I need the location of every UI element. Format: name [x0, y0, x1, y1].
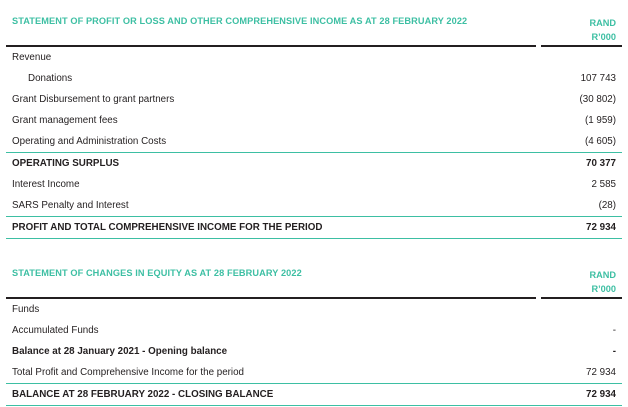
currency-heading	[556, 268, 616, 296]
row-value: 107 743	[580, 73, 616, 84]
statement-header	[6, 10, 622, 47]
row-value: (30 802)	[579, 94, 616, 105]
row-label: Grant management fees	[12, 115, 118, 126]
currency-label: RAND	[589, 18, 616, 28]
subtotal-row	[6, 153, 622, 174]
row-value: -	[612, 325, 616, 336]
row-value: 70 377	[586, 158, 616, 169]
total-row	[6, 217, 622, 239]
row-value: (4 605)	[584, 136, 616, 147]
statement-header	[6, 262, 622, 299]
row-value: 72 934	[586, 389, 616, 400]
changes-in-equity-statement	[6, 262, 622, 406]
statement-title: STATEMENT OF CHANGES IN EQUITY AS AT 28 FEBRUARY 2022	[12, 268, 302, 278]
table-row	[6, 341, 622, 362]
row-label: PROFIT AND TOTAL COMPREHENSIVE INCOME FOR THE PERIOD	[12, 222, 323, 233]
currency-heading	[556, 16, 616, 44]
row-label: Revenue	[12, 52, 52, 63]
row-value: (1 959)	[584, 115, 616, 126]
row-label: Total Profit and Comprehensive Income for the period	[12, 367, 244, 378]
table-row	[6, 89, 622, 110]
row-label: Interest Income	[12, 179, 80, 190]
table-row	[6, 299, 622, 320]
row-value: (28)	[598, 200, 616, 211]
row-value: 72 934	[586, 222, 616, 233]
row-label: Operating and Administration Costs	[12, 136, 167, 147]
table-row	[6, 68, 622, 89]
row-label: Grant Disbursement to grant partners	[12, 94, 175, 105]
row-value: 2 585	[591, 179, 616, 190]
total-row	[6, 384, 622, 406]
table-row	[6, 362, 622, 384]
row-label: Funds	[12, 304, 40, 315]
row-label: Balance at 28 January 2021 - Opening balance	[12, 346, 228, 357]
row-label: Accumulated Funds	[12, 325, 99, 336]
row-label: BALANCE AT 28 FEBRUARY 2022 - CLOSING BALANCE	[12, 389, 274, 400]
statement-title: STATEMENT OF PROFIT OR LOSS AND OTHER COMPREHENSIVE INCOME AS AT 28 FEBRUARY 2022	[12, 16, 468, 26]
table-row	[6, 131, 622, 153]
row-label: Donations	[28, 73, 73, 84]
row-value: 72 934	[586, 367, 616, 378]
table-row	[6, 174, 622, 195]
row-label: SARS Penalty and Interest	[12, 200, 129, 211]
row-label: OPERATING SURPLUS	[12, 158, 120, 169]
table-row	[6, 320, 622, 341]
row-value: -	[612, 346, 616, 357]
table-row	[6, 110, 622, 131]
table-row	[6, 47, 622, 68]
unit-label: R’000	[591, 284, 616, 294]
unit-label: R’000	[591, 32, 616, 42]
table-row	[6, 195, 622, 217]
profit-loss-statement	[6, 10, 622, 239]
currency-label: RAND	[589, 270, 616, 280]
